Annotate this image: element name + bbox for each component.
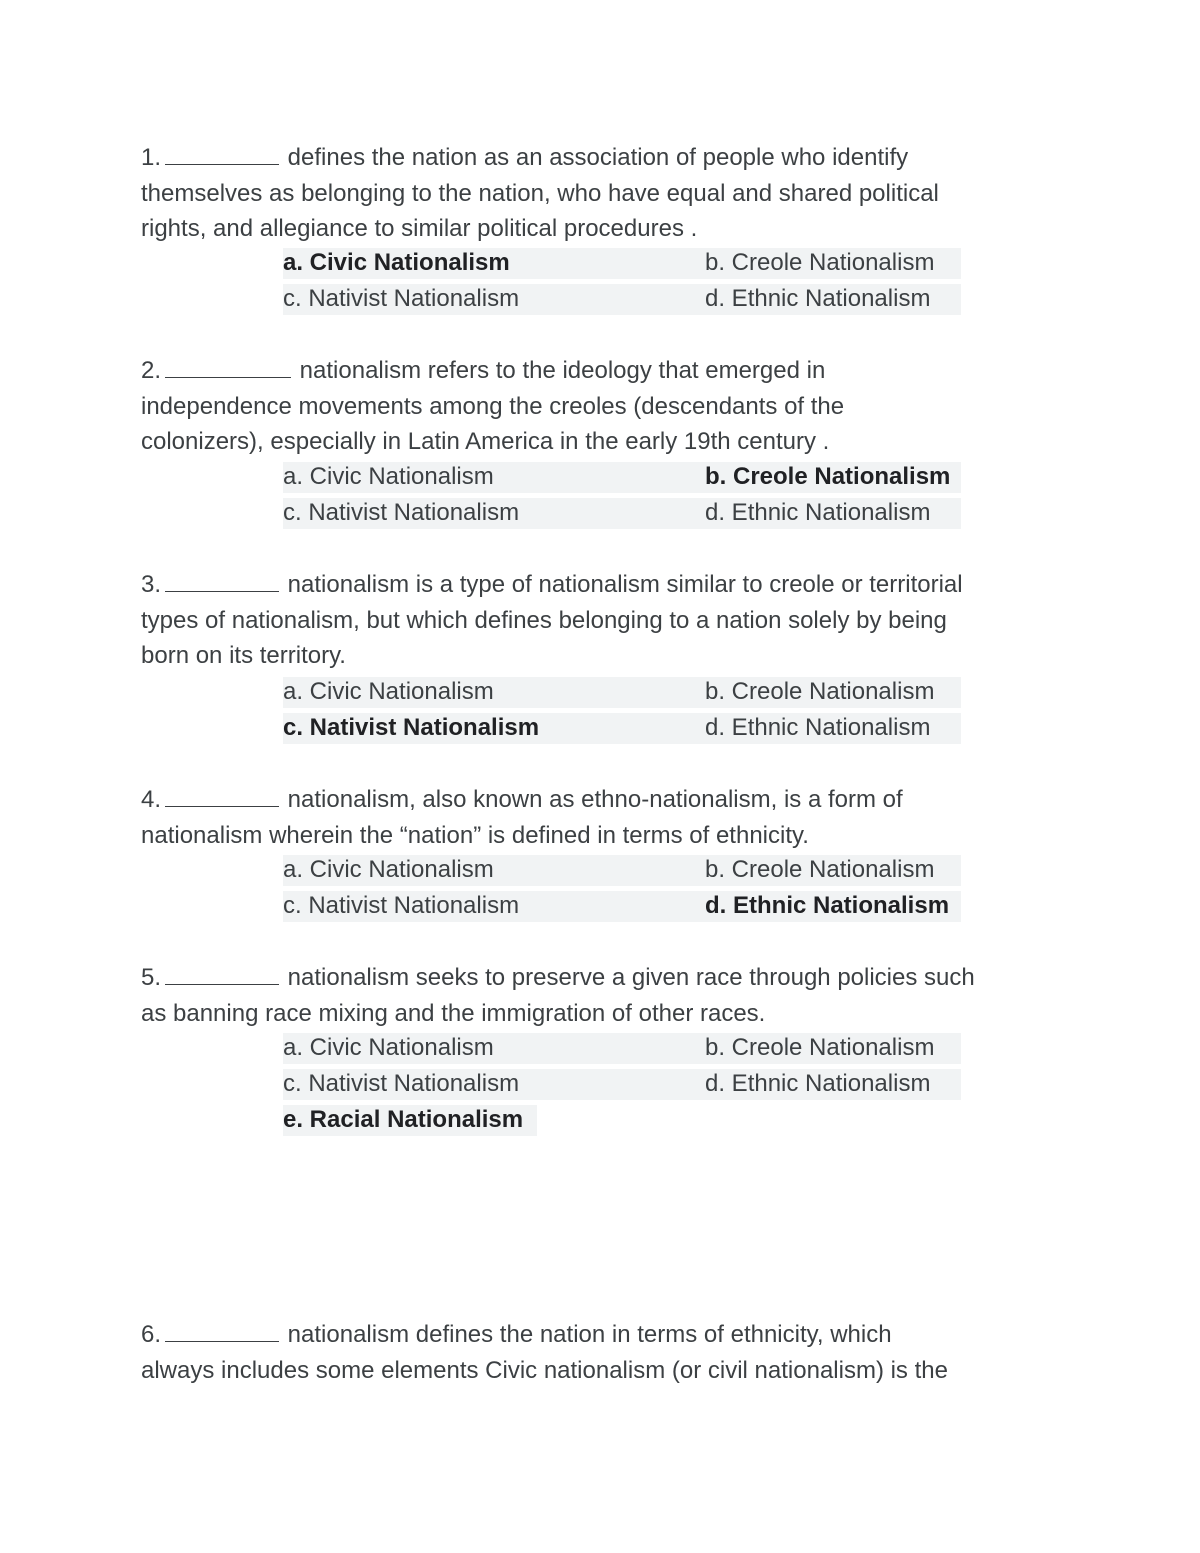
- option-d: d. Ethnic Nationalism: [705, 498, 961, 529]
- option-b: b. Creole Nationalism: [705, 462, 961, 493]
- question-6: [141, 1317, 1071, 1388]
- question-number: 1.: [141, 144, 162, 171]
- question-2: [141, 353, 1071, 460]
- question-4: [141, 782, 1071, 853]
- question-stem: 3. nationalism is a type of nationalism similar to creole or territorial types of nationalism, but which defines belonging to a nation solely by being born on its territory.: [141, 571, 963, 670]
- option-d: d. Ethnic Nationalism: [705, 713, 961, 744]
- question-number: 3.: [141, 571, 162, 598]
- option-b: b. Creole Nationalism: [705, 855, 961, 886]
- question-stem: 5. nationalism seeks to preserve a given race through policies such as banning race mixing and the immigration of other races.: [141, 964, 975, 1027]
- answer-blank: [165, 144, 279, 165]
- option-c: c. Nativist Nationalism: [283, 1069, 707, 1100]
- option-b: b. Creole Nationalism: [705, 1033, 961, 1064]
- option-a: a. Civic Nationalism: [283, 677, 707, 708]
- option-d: d. Ethnic Nationalism: [705, 1069, 961, 1100]
- option-a: a. Civic Nationalism: [283, 855, 707, 886]
- question-number: 4.: [141, 786, 162, 813]
- option-a: a. Civic Nationalism: [283, 1033, 707, 1064]
- question-1: [141, 140, 1071, 247]
- option-c: c. Nativist Nationalism: [283, 891, 707, 922]
- option-d: d. Ethnic Nationalism: [705, 891, 961, 922]
- option-c: c. Nativist Nationalism: [283, 284, 707, 315]
- option-c: c. Nativist Nationalism: [283, 713, 707, 744]
- question-stem: 1. defines the nation as an association of people who identify themselves as belonging to the nation, who have equal and shared political rights, and allegiance to similar political procedures .: [141, 144, 939, 243]
- answer-blank: [165, 964, 279, 985]
- option-b: b. Creole Nationalism: [705, 677, 961, 708]
- answer-blank: [165, 786, 279, 807]
- option-a: a. Civic Nationalism: [283, 462, 707, 493]
- question-number: 6.: [141, 1321, 162, 1348]
- answer-blank: [165, 1321, 279, 1342]
- question-5: [141, 960, 1071, 1031]
- question-stem: 4. nationalism, also known as ethno-nationalism, is a form of nationalism wherein the “nation” is defined in terms of ethnicity.: [141, 786, 903, 849]
- question-number: 2.: [141, 357, 162, 384]
- question-stem: 2. nationalism refers to the ideology that emerged in independence movements among the creoles (descendants of the colonizers), especially in Latin America in the early 19th century .: [141, 357, 845, 456]
- option-e: e. Racial Nationalism: [283, 1105, 537, 1136]
- question-3: [141, 567, 1071, 674]
- answer-blank: [165, 357, 291, 378]
- option-a: a. Civic Nationalism: [283, 248, 707, 279]
- answer-blank: [165, 571, 279, 592]
- option-b: b. Creole Nationalism: [705, 248, 961, 279]
- question-stem: 6. nationalism defines the nation in terms of ethnicity, which always includes some elements Civic nationalism (or civil nationalism) is the: [141, 1321, 948, 1384]
- question-number: 5.: [141, 964, 162, 991]
- option-c: c. Nativist Nationalism: [283, 498, 707, 529]
- option-d: d. Ethnic Nationalism: [705, 284, 961, 315]
